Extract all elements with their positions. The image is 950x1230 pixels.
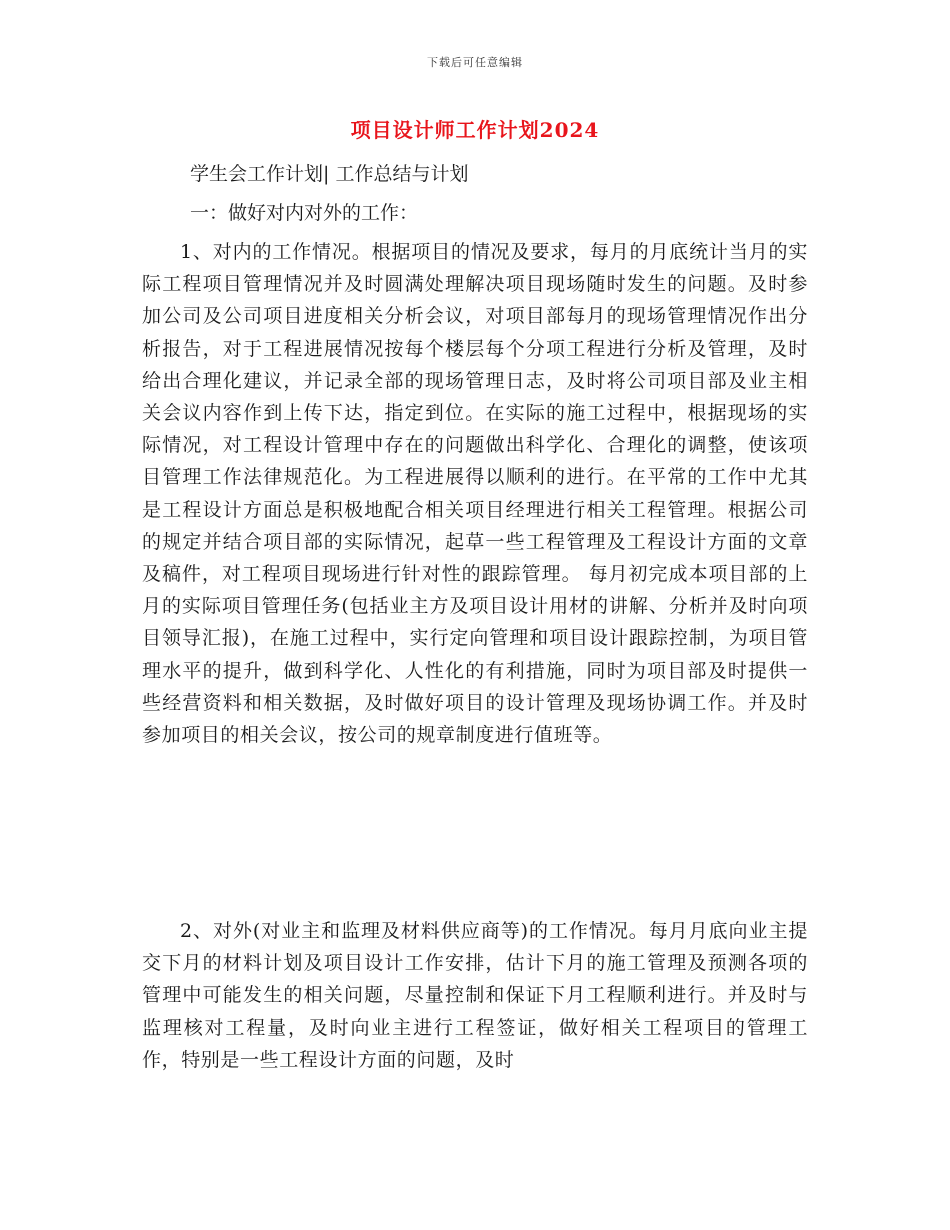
paragraph-internal-work: 1、对内的工作情况。根据项目的情况及要求，每月的月底统计当月的实际工程项目管理情况并及时圆满处理解决项目现场随时发生的问题。及时参加公司及公司项目进度相关分析会议，对项目部每月的现场管理情况作出分析报告，对于工程进展情况按每个楼层每个分项工程进行分析及管理，及时给出合理化建议，并记录全部的现场管理日志，及时将公司项目部及业主相关会议内容作到上传下达，指定到位。在实际的施工过程中，根据现场的实际情况，对工程设计管理中存在的问题做出科学化、合理化的调整，使该项目管理工作法律规范化。为工程进展得以顺利的进行。在平常的工作中尤其是工程设计方面总是积极地配合相关项目经理进行相关工程管理。根据公司的规定并结合项目部的实际情况，起草一些工程管理及工程设计方面的文章及稿件，对工程项目现场进行针对性的跟踪管理。 每月初完成本项目部的上月的实际项目管理任务(包括业主方及项目设计用材的讲解、分析并及时向项目领导汇报)，在施工过程中，实行定向管理和项目设计跟踪控制，为项目管理水平的提升，做到科学化、人性化的有利措施，同时为项目部及时提供一些经营资料和相关数据，及时做好项目的设计管理及现场协调工作。并及时参加项目的相关会议，按公司的规章制度进行值班等。	[142, 241, 808, 747]
section-heading: 一：做好对内对外的工作：	[190, 202, 419, 224]
header-note: 下载后可任意编辑	[427, 56, 523, 69]
document-category: 学生会工作计划| 工作总结与计划	[190, 163, 469, 185]
paragraph-external-work: 2、对外(对业主和监理及材料供应商等)的工作情况。每月月底向业主提交下月的材料计划及项目设计工作安排，估计下月的施工管理及预测各项的管理中可能发生的相关问题，尽量控制和保证下月工程顺利进行。并及时与监理核对工程量，及时向业主进行工程签证，做好相关工程项目的管理工作，特别是一些工程设计方面的问题，及时	[142, 920, 808, 1071]
document-title: 项目设计师工作计划2024	[350, 118, 600, 142]
